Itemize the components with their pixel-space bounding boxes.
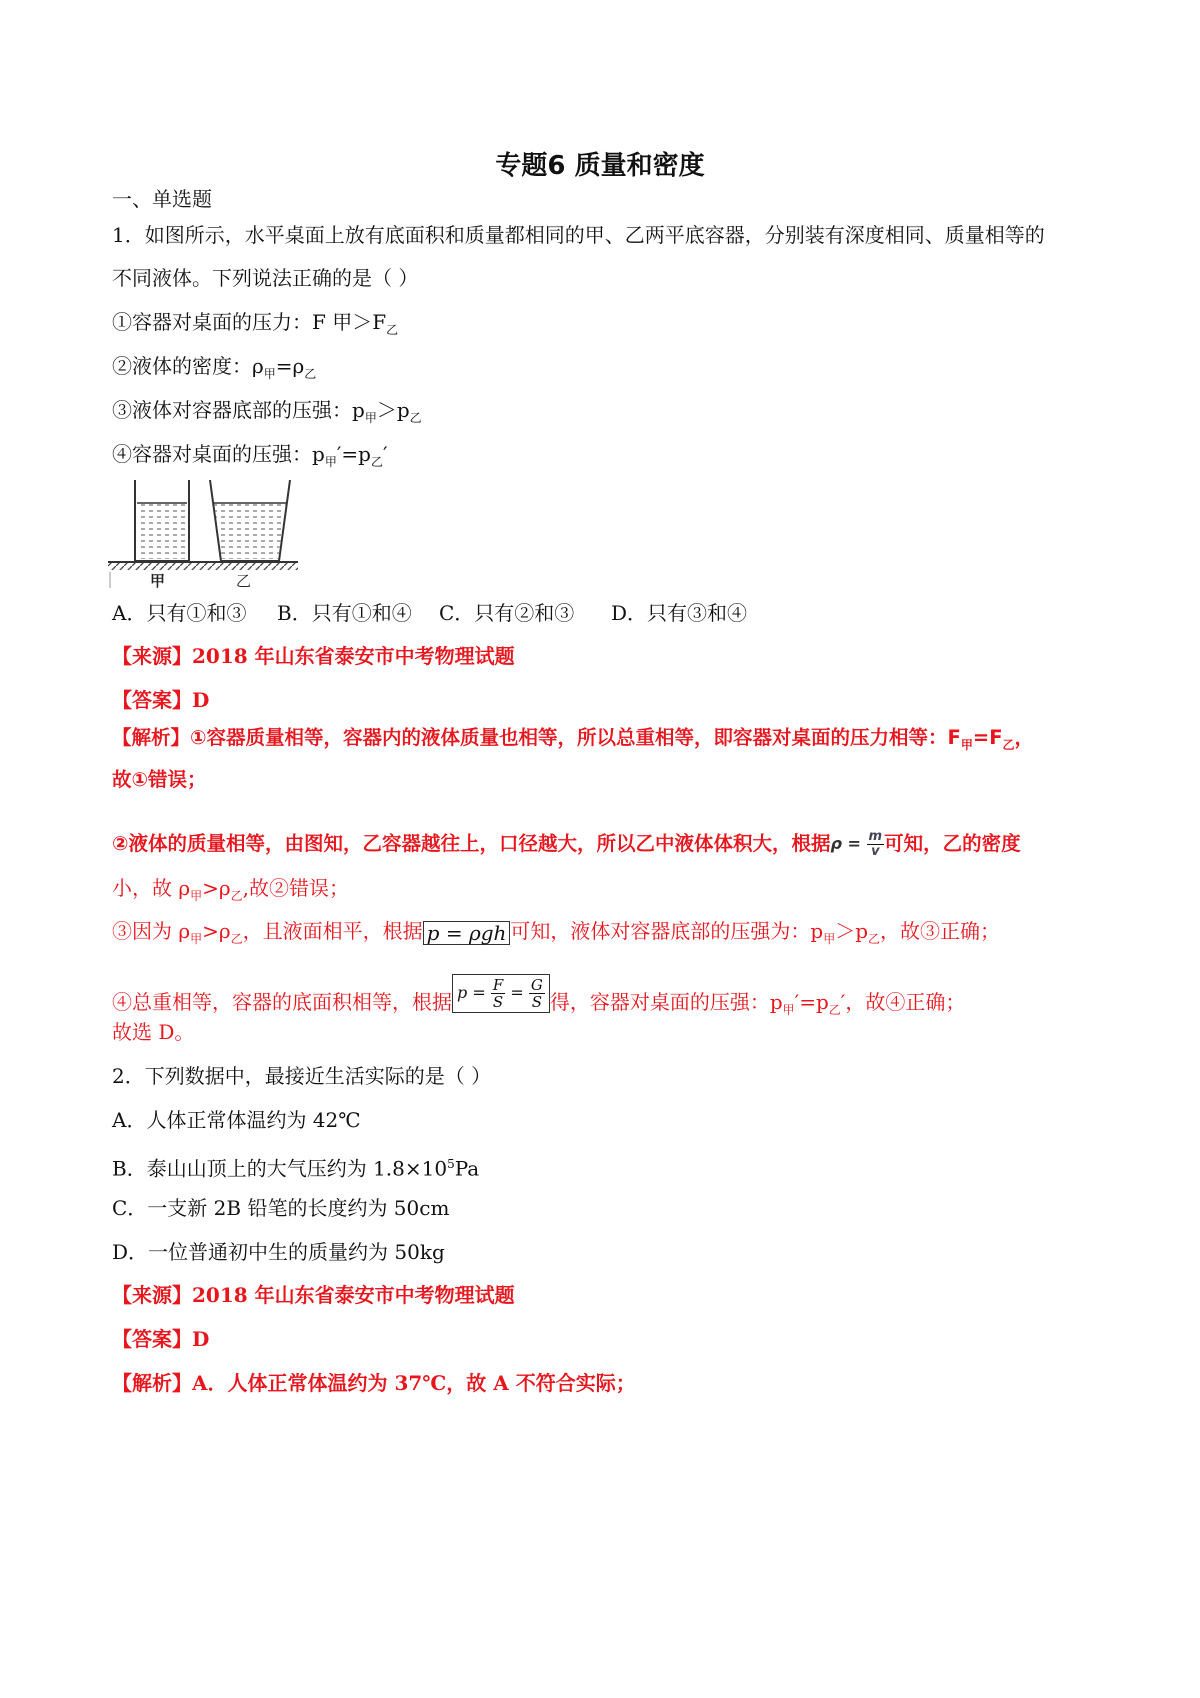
pressure-ratio-formula-box: p = $\frac{F}{S}$ = $\frac{G}{S}$: [452, 974, 550, 1013]
q1-explanation-1-line2: 故①错误；: [112, 768, 207, 791]
q1-statement-3: ③液体对容器底部的压强：$p_甲>p_乙$: [112, 398, 422, 425]
q1-stem-line2: 不同液体。下列说法正确的是（ ）: [112, 266, 419, 290]
q1-explanation-2: ②液体的质量相等，由图知，乙容器越往上，口径越大，所以乙中液体体积大，根据ρ = $\frac{m}{v}$ 可知，乙的密度: [112, 829, 1021, 859]
q2-explanation: 【解析】A．人体正常体温约为 37℃，故 A 不符合实际；: [112, 1371, 636, 1395]
q1-statement-4: ④容器对桌面的压强：$p_甲'=p_乙'$: [112, 442, 388, 469]
q2-stem: 2．下列数据中，最接近生活实际的是（ ）: [112, 1064, 492, 1088]
fig-label-jia: 甲: [150, 572, 166, 590]
q1-explanation-1: 【解析】①容器质量相等，容器内的液体质量也相等，所以总重相等，即容器对桌面的压力相等：$F_甲=F_乙$，: [112, 726, 1035, 752]
liquid-jia: [137, 503, 187, 559]
page-title: 专题6 质量和密度: [495, 151, 705, 181]
q1-source: 【来源】2018 年山东省泰安市中考物理试题: [112, 644, 515, 668]
q1-option-a: A．只有①和③: [112, 601, 247, 625]
q1-explanation-3: ③因为 $\rho_甲>\rho_乙$，且液面相平，根据 p = ρgh 可知，液体对容器底部的压强为：$p_甲>p_乙$，故③正确；: [112, 919, 1001, 946]
q1-option-d: D．只有③和④: [611, 601, 748, 625]
q2-option-a: A．人体正常体温约为 42℃: [112, 1108, 361, 1132]
q1-container-figure: [108, 478, 308, 593]
q1-option-c: C．只有②和③: [439, 601, 575, 625]
q1-option-b: B．只有①和④: [277, 601, 412, 625]
section-heading: 一、单选题: [112, 187, 212, 211]
q2-answer: 【答案】D: [112, 1327, 210, 1351]
fig-label-yi: 乙: [236, 572, 252, 590]
q1-statement-1: ①容器对桌面的压力：F 甲$>F_乙$: [112, 310, 399, 337]
q1-explanation-4: ④总重相等，容器的底面积相等，根据 p = $\frac{F}{S}$ = $\frac{G}{S}$ 得，容器对桌面的压强：$p_甲'=p_乙'$，故④正确；: [112, 976, 966, 1017]
q2-option-c: C．一支新 2B 铅笔的长度约为 50cm: [112, 1196, 450, 1220]
table-surface: [108, 562, 298, 570]
q1-explanation-5: 故选 D。: [112, 1020, 195, 1044]
q2-source: 【来源】2018 年山东省泰安市中考物理试题: [112, 1283, 515, 1307]
pressure-formula-box: p = ρgh: [423, 921, 511, 945]
q1-options: [112, 600, 747, 626]
q1-explanation-2-line2: 小，故 $\rho_甲>\rho_乙$,故②错误；: [112, 876, 350, 903]
liquid-yi: [214, 503, 286, 559]
density-formula: ρ = $\frac{m}{v}$: [830, 829, 883, 859]
q1-statement-2: ②液体的密度：$\rho_甲=\rho_乙$: [112, 354, 317, 381]
q2-option-d: D．一位普通初中生的质量约为 50kg: [112, 1240, 445, 1264]
q1-answer: 【答案】D: [112, 688, 210, 712]
q2-option-b: B．泰山山顶上的大气压约为 $1.8\times 10^5Pa$: [112, 1156, 480, 1181]
q1-stem-line1: 1．如图所示，水平桌面上放有底面积和质量都相同的甲、乙两平底容器，分别装有深度相同、质量相等的: [112, 223, 1045, 247]
